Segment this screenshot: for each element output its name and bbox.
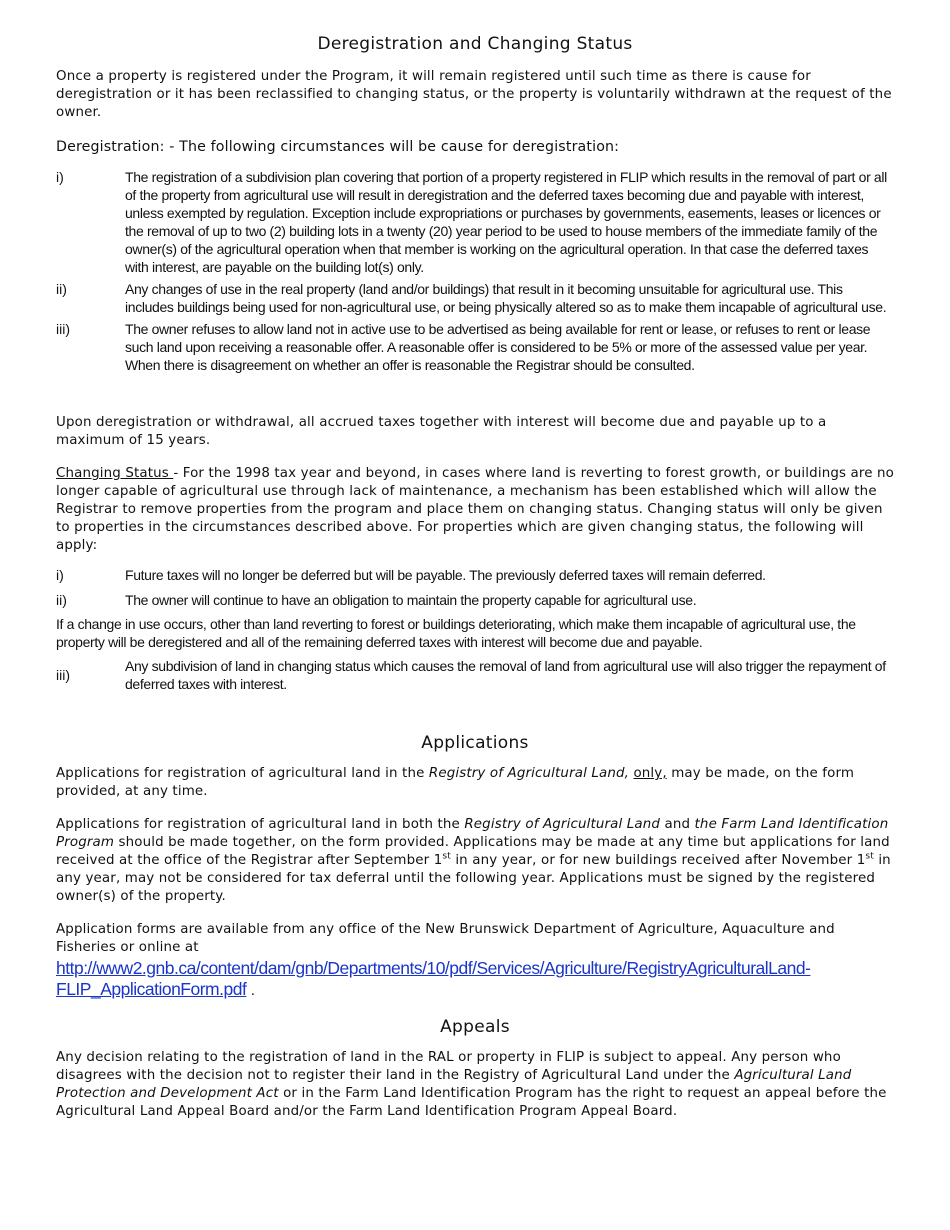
- only-underlined: only,: [633, 766, 667, 781]
- changing-status-paragraph: [56, 465, 894, 555]
- link-tail: .: [246, 984, 256, 999]
- item-text: Any changes of use in the real property (land and/or buildings) that result in it becoming unsuitable for agricultural use. This includes buildings being used for non-agricultural use, or being physically altered so as to make them incapable of agricultural use.: [125, 281, 887, 315]
- deregistration-heading: Deregistration and Changing Status: [317, 34, 633, 54]
- link-line-1[interactable]: http://www2.gnb.ca/content/dam/gnb/Departments/10/pdf/Services/Agriculture/RegistryAgriculturalLand-: [56, 958, 811, 978]
- application-form-link-wrapper: [56, 958, 894, 1001]
- list-item: [56, 657, 894, 693]
- text-run: should be made together, on the form provided. Applications may be made at any time but applications for land received at the office of the Registrar after September 1: [56, 835, 890, 868]
- registry-emphasis: Registry of Agricultural Land: [464, 817, 661, 832]
- item-number: ii): [56, 592, 67, 608]
- withdrawal-paragraph: Upon deregistration or withdrawal, all accrued taxes together with interest will become due and payable up to a maximum of 15 years.: [56, 415, 827, 448]
- item-text: Any subdivision of land in changing status which causes the removal of land from agricultural use will also trigger the repayment of deferred taxes with interest.: [125, 658, 886, 692]
- applications-paragraph-1: [56, 765, 894, 801]
- text-run: and: [660, 817, 695, 832]
- text-run: in any year, may not be considered for tax deferral until the following year. Applications must be signed by the registered owner(s) of the property.: [56, 853, 891, 904]
- list-item: [56, 591, 894, 609]
- appeals-paragraph: [56, 1049, 894, 1121]
- item-number: i): [56, 169, 64, 185]
- deregistration-lead: Deregistration: - The following circumstances will be cause for deregistration:: [56, 139, 620, 155]
- intro-paragraph: Once a property is registered under the Program, it will remain registered until such time as there is cause for deregistration or it has been reclassified to changing status, or the property is voluntarily withdrawn at the request of the owner.: [56, 69, 892, 120]
- ordinal-superscript: st: [442, 851, 451, 862]
- application-form-link[interactable]: [56, 958, 810, 999]
- list-item: [56, 566, 894, 584]
- deregistration-list: [56, 168, 894, 374]
- item-text: The owner will continue to have an obligation to maintain the property capable for agricultural use.: [125, 592, 697, 608]
- ordinal-superscript: st: [865, 851, 874, 862]
- changing-status-text: - For the 1998 tax year and beyond, in cases where land is reverting to forest growth, or buildings are no longer capable of agricultural use through lack of maintenance, a mechanism has been established which will allow the Registrar to remove properties from the program and place them on changing status. Changing status will only be given to properties in the circumstances described above. For properties which are given changing status, the following will apply:: [56, 466, 895, 553]
- item-number: i): [56, 567, 64, 583]
- item-text: The owner refuses to allow land not in active use to be advertised as being available for rent or lease, or refuses to rent or lease such land upon receiving a reasonable offer. A reasonable offer is considered to be 5% or more of the assessed value per year. When there is disagreement on whether an offer is reasonable the Registrar should be consulted.: [125, 321, 871, 373]
- item-number: iii): [56, 321, 70, 337]
- list-item: [56, 280, 894, 316]
- applications-paragraph-2: [56, 816, 894, 906]
- item-text: The registration of a subdivision plan covering that portion of a property registered in FLIP which results in the removal of part or all of the property from agricultural use will result in deregistration and the deferred taxes becoming due and payable with interest, unless exempted by regulation. Exception include expropriations or purchases by governments, easements, leases or licences or the removal of up to two (2) building lots in a twenty (20) year period to be used to house members of the immediate family of the owner(s) of the agricultural operation when that member is working on the agricultural operation. In that case the deferred taxes with interest, are payable on the building lot(s) only.: [125, 169, 887, 275]
- changing-status-label: Changing Status: [56, 466, 174, 481]
- item-number: iii): [56, 667, 70, 683]
- act-emphasis: Agricultural Land Protection and Development Act: [56, 1068, 852, 1101]
- applications-heading: Applications: [421, 733, 529, 753]
- list-item: [56, 168, 894, 276]
- applications-paragraph-3: Application forms are available from any office of the New Brunswick Department of Agriculture, Aquaculture and Fisheries or online at: [56, 922, 835, 955]
- change-in-use-paragraph: If a change in use occurs, other than land reverting to forest or buildings deteriorating, which make them incapable of agricultural use, the property will be deregistered and all of the remaining deferred taxes with interest will become due and payable.: [56, 616, 856, 650]
- document-page: [56, 34, 894, 1121]
- changing-status-list: [56, 566, 894, 609]
- registry-emphasis: Registry of Agricultural Land,: [428, 766, 630, 781]
- text-run: or in the Farm Land Identification Program has the right to request an appeal before the Agricultural Land Appeal Board and/or the Farm Land Identification Program Appeal Board.: [56, 1086, 887, 1119]
- item-number: ii): [56, 281, 67, 297]
- text-run: Applications for registration of agricultural land in the: [56, 766, 429, 781]
- text-run: may be made, on the form provided, at any time.: [56, 766, 855, 799]
- text-run: Any decision relating to the registration of land in the RAL or property in FLIP is subject to appeal. Any person who disagrees with the decision not to register their land in the Registry of Agricultural Land under the: [56, 1050, 841, 1083]
- link-line-2[interactable]: FLIP_ApplicationForm.pdf: [56, 979, 247, 999]
- appeals-heading: Appeals: [440, 1017, 510, 1037]
- flip-emphasis: the Farm Land Identification Program: [56, 817, 889, 850]
- text-run: in any year, or for new buildings received after November 1: [450, 853, 866, 868]
- text-run: Applications for registration of agricultural land in both the: [56, 817, 465, 832]
- item-text: Future taxes will no longer be deferred but will be payable. The previously deferred taxes will remain deferred.: [125, 567, 766, 583]
- list-item: [56, 320, 894, 374]
